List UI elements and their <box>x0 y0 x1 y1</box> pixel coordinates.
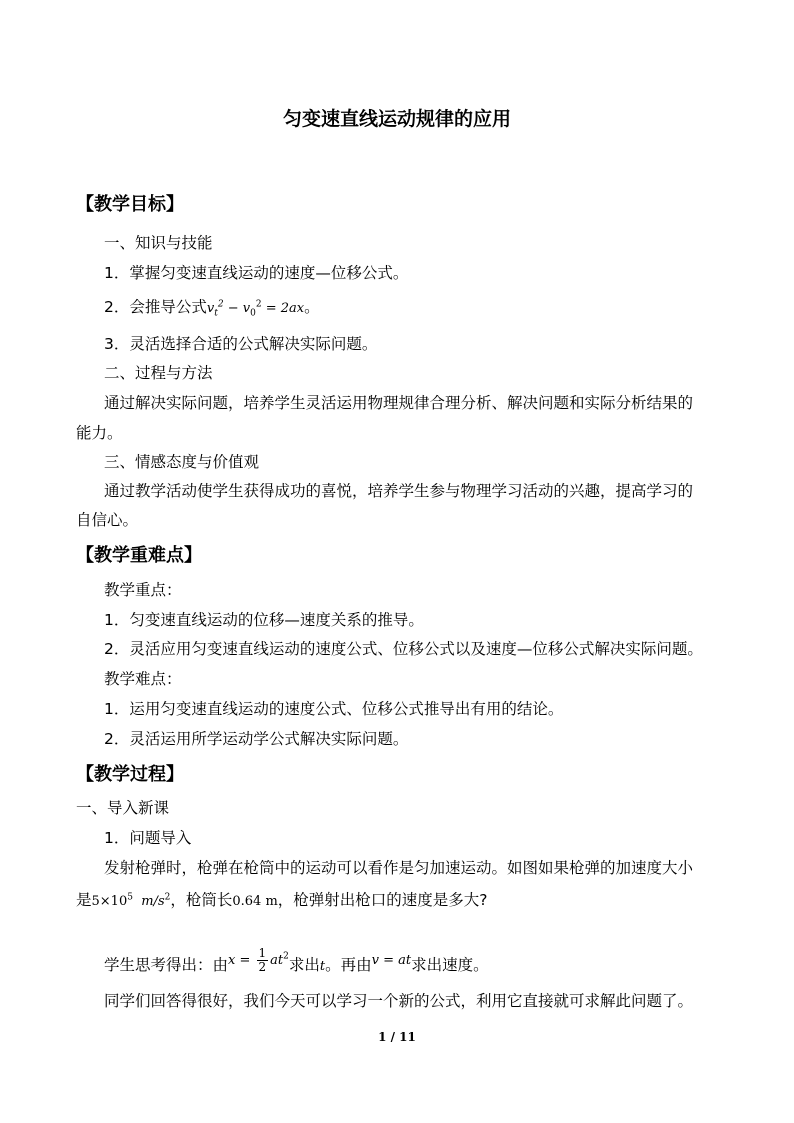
process-paragraph-2: 学生思考得出：由$^{x = \frac{1}{2} at^2}$求出t。再由$^{v = at}$求出速度。 <box>104 946 489 974</box>
section-heading-process: 【教学过程】 <box>76 764 184 785</box>
objectives-heading-3: 三、情感态度与价值观 <box>104 453 260 471</box>
acceleration-value: $5\times 10^5$ $m/s^2$ <box>91 892 171 909</box>
formula-velocity: v = at <box>371 953 412 968</box>
objectives-item-2-end: 。 <box>304 298 320 316</box>
section-heading-objectives: 【教学目标】 <box>76 194 184 215</box>
objectives-item-3: 3．灵活选择合适的公式解决实际问题。 <box>104 335 378 353</box>
objectives-heading-2: 二、过程与方法 <box>104 364 213 382</box>
document-title: 匀变速直线运动规律的应用 <box>282 108 511 130</box>
process-subheading-1: 1．问题导入 <box>104 829 192 847</box>
key-focus-label: 教学重点： <box>104 581 182 599</box>
page-number: 1 / 11 <box>378 1030 416 1044</box>
process-paragraph-3: 同学们回答得很好，我们今天可以学习一个新的公式，利用它直接就可求解此问题了。 <box>104 992 694 1010</box>
formula-displacement: x = 1 2 at2 <box>228 946 289 974</box>
barrel-length-value: 0.64 m <box>232 894 278 909</box>
key-difficulty-item-2: 2．灵活运用所学运动学公式解决实际问题。 <box>104 730 409 748</box>
key-focus-item-1: 1．匀变速直线运动的位移—速度关系的推导。 <box>104 611 424 629</box>
objectives-item-2 <box>104 297 320 319</box>
formula-velocity-displacement: $v_t^2 - v_0^2 = 2ax$ <box>206 299 305 319</box>
process-heading-1: 一、导入新课 <box>76 799 170 817</box>
objectives-item-1: 1．掌握匀变速直线运动的速度—位移公式。 <box>104 264 409 282</box>
objectives-paragraph-2-line-1: 通过解决实际问题，培养学生灵活运用物理规律合理分析、解决问题和实际分析结果的 <box>104 394 694 412</box>
objectives-paragraph-3-line-1: 通过教学活动使学生获得成功的喜悦，培养学生参与物理学习活动的兴趣，提高学习的 <box>104 482 694 500</box>
objectives-heading-1: 一、知识与技能 <box>104 234 213 252</box>
key-difficulty-item-1: 1．运用匀变速直线运动的速度公式、位移公式推导出有用的结论。 <box>104 700 564 718</box>
key-difficulty-label: 教学难点： <box>104 670 182 688</box>
objectives-paragraph-2-line-2: 能力。 <box>76 424 123 442</box>
process-paragraph-1-line-1: 发射枪弹时，枪弹在枪筒中的运动可以看作是匀加速运动。如图如果枪弹的加速度大小 <box>104 859 694 877</box>
objectives-item-2-text: 2．会推导公式 <box>104 298 207 316</box>
key-focus-item-2: 2．灵活应用匀变速直线运动的速度公式、位移公式以及速度—位移公式解决实际问题。 <box>104 640 703 658</box>
section-heading-key-points: 【教学重难点】 <box>76 545 202 566</box>
process-paragraph-1-line-2: 是$5\times 10^5$ $m/s^2$，枪筒长0.64 m，枪弹射出枪口的速度是多大? <box>76 891 488 909</box>
objectives-paragraph-3-line-2: 自信心。 <box>76 511 139 529</box>
